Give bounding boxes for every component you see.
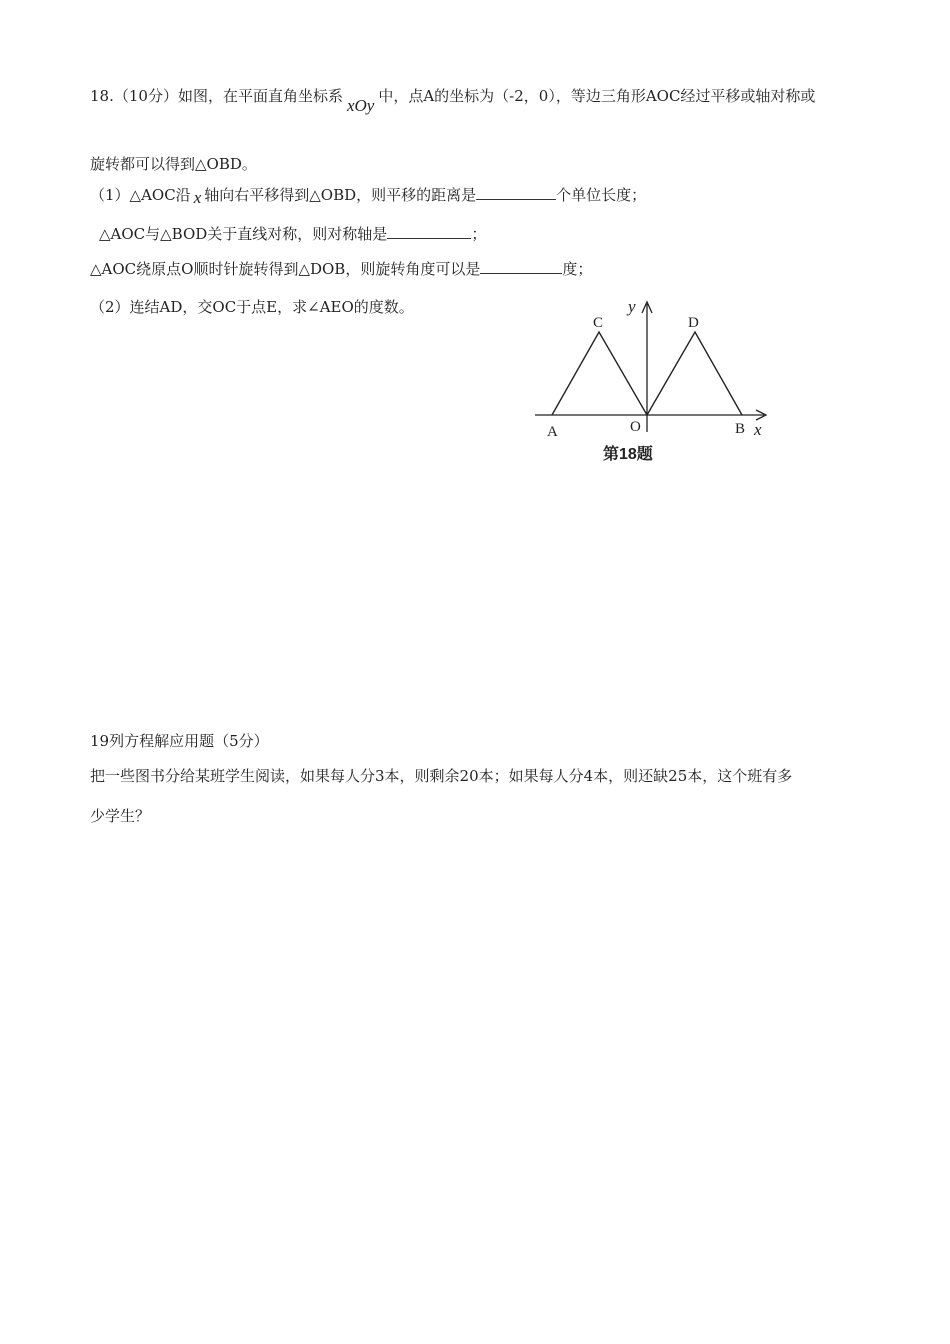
point-b-label: B bbox=[735, 421, 746, 437]
q19-text-line1: 把一些图书分给某班学生阅读，如果每人分3本，则剩余20本；如果每人分4本，则还缺25本，这个班有多 bbox=[90, 767, 793, 785]
answer-blank-axis[interactable] bbox=[387, 224, 471, 239]
q18-symmetry-end: ； bbox=[471, 225, 487, 243]
point-c-label: C bbox=[593, 315, 604, 331]
triangle-obd bbox=[647, 332, 742, 415]
q18-part1-symmetry bbox=[99, 224, 486, 244]
coordinate-system-label: xOy bbox=[346, 96, 375, 115]
q18-rotation-end: 度； bbox=[562, 260, 593, 278]
q18-part1 bbox=[90, 185, 646, 205]
x-axis-symbol: x bbox=[193, 188, 202, 207]
q18-line2: 旋转都可以得到△OBD。 bbox=[90, 155, 257, 173]
q18-part1-text-b: 轴向右平移得到△OBD，则平移的距离是 bbox=[204, 186, 477, 204]
q18-figure bbox=[530, 292, 780, 472]
triangle-aoc bbox=[552, 332, 647, 415]
x-axis-label: x bbox=[754, 420, 762, 439]
q19-title: 19列方程解应用题（5分） bbox=[90, 732, 269, 750]
q18-line1 bbox=[90, 86, 816, 115]
q18-symmetry-text: △AOC与△BOD关于直线对称，则对称轴是 bbox=[99, 225, 388, 243]
q18-intro-a: 18.（10分）如图，在平面直角坐标系 bbox=[90, 87, 343, 105]
point-o-label: O bbox=[630, 419, 641, 435]
q18-part1-text-a: （1）△AOC沿 bbox=[90, 186, 191, 204]
answer-blank-distance[interactable] bbox=[476, 185, 556, 200]
q18-intro-b: 中，点A的坐标为（-2，0），等边三角形AOC经过平移或轴对称或 bbox=[378, 87, 816, 105]
q18-rotation-text: △AOC绕原点O顺时针旋转得到△DOB，则旋转角度可以是 bbox=[90, 260, 481, 278]
point-d-label: D bbox=[688, 315, 699, 331]
q18-part1-rotation bbox=[90, 259, 592, 279]
point-a-label: A bbox=[547, 424, 558, 440]
q19-text-line2: 少学生？ bbox=[90, 807, 151, 825]
answer-blank-angle[interactable] bbox=[480, 259, 562, 274]
y-axis-label: y bbox=[628, 297, 636, 316]
q18-part1-text-c: 个单位长度； bbox=[556, 186, 647, 204]
figure-caption: 第18题 bbox=[603, 446, 653, 463]
q18-part2: （2）连结AD，交OC于点E，求∠AEO的度数。 bbox=[90, 298, 414, 316]
